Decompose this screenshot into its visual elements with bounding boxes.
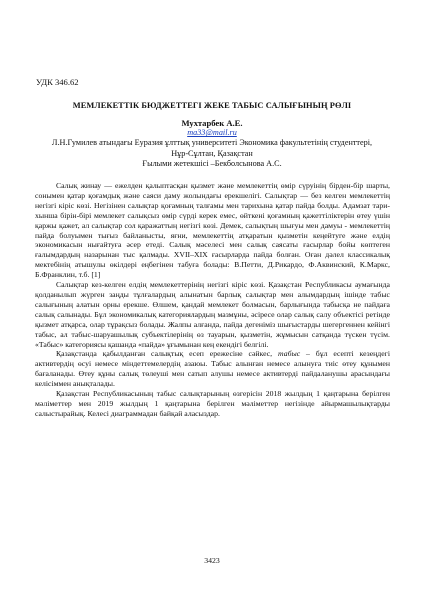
body-paragraph: Қазақстанда қабылданған салықтық есеп ережесіне сәйкес, табыс – бұл есепті кезеңдегі активтердің өсуі немесе міндеттемелердің азаюы. Табыс алынған немесе алынуға тиіс өтеу құнымен бағаланады. Өтеу құны салық төлеуші мен сатып алушы немесе активтерді пайдаланушы арасындағы келісіммен анықталады. (35, 349, 391, 389)
author-name: Мухтарбек А.Е. (181, 118, 243, 128)
body-paragraph: Салық жинау — ежелден қалыптасқан қызмет және мемлекеттің өмір сүруінің бірден-бір шарты, сонымен қатар қоғамдық және саяси даму жолындағы ерекшелігі. Салықтар — без келген мемлекеттің негізгі кіріс көзі. Негізінен салықтар қоғамның талғамы мен тарихына қатар пайда болды. Адамзат тари- хынша бірін-бірі мемлекет салықсыз өмір сүрді керек емес, өйткені қоғамның қажеттіліктерін өтеу үшін қаржы қажет, ал салықтар сол қаражаттың негізгі көзі. Демек, салықтың шығуы мен дамуы - мемлекеттің пайда болуымен тығыз байланысты, яғни, мемлекеттің атқаратын қызметін кеңейтуге және елдің экономикасын нығайтуға әсер етеді. Салық мәселесі мен салық саясаты ғасырлар бойы көптеген ғалымдардың назарынан тыс қалмады. XVII–XIX ғасырларда пайда болған. Оған дәлел классикалық мектебінің атышулы өкілдері еңбегінен табуға болады: В.Петти, Д.Рикардо, Ф.Аквинский, К.Маркс, Б.Франклин, т.б. [1] (35, 181, 390, 280)
supervisor: Ғылыми жетекшісі –Бекболсынова А.С. (142, 158, 282, 168)
author-block (40, 118, 384, 169)
author-affiliation: Л.Н.Гумилев атындағы Еуразия ұлттық университеті Экономика факультетінің студенттері, (51, 138, 373, 148)
author-city: Нұр-Сұлтан, Қазақстан (171, 148, 253, 158)
author-email-link[interactable]: ma33@mail.ru (187, 128, 237, 138)
udk-code: УДК 346.62 (36, 77, 79, 87)
article-title: МЕМЛЕКЕТТІК БЮДЖЕТТЕГІ ЖЕКЕ ТАБЫС САЛЫҒЫНЫҢ РӨЛІ (72, 101, 352, 110)
body-paragraph: Салықтар кез-келген елдің мемлекеттерінің негізгі кіріс көзі. Қазақстан Республикасы аумағында қолданылып жүрген заңды тұлғалардың алынатын барлық салықтар мен алымдардың ішінде табыс салығының алатын орны ерекше. Өлшем, қандай мемлекет болмасын, барлығында табысқа не пайдаға салық салынады. Бұл экономикалық категориялардың мазмұны, әсіресе олар салық салу объектісі ретінде қызмет атқарса, олар тұрақсыз болады. Жалпы алғанда, пайда дегеніміз шығыстарды шегергеннен кейінгі табыс, ал табыс-шаруашылық субъектілерінің өз тауарын, қызметін, жұмысын сатқанда түскен түсім. «Табыс» категориясы қашанда «пайда» ұғымынан кең екендігі белгілі. (35, 280, 390, 349)
italic-term: табыс (278, 349, 301, 359)
page-number: 3423 (204, 556, 220, 565)
article-body (35, 181, 390, 419)
body-paragraph: Қазақстан Республикасының табыс салықтарының өзгерісін 2018 жылдың 1 қаңтарына берілген мәліметтер мен 2019 жылдың 1 қаңтарына берілген мәліметтер негізінде айырмашылықтарды салыстырайық. Келесі диаграммадан байқай аласыздар. (35, 389, 390, 418)
